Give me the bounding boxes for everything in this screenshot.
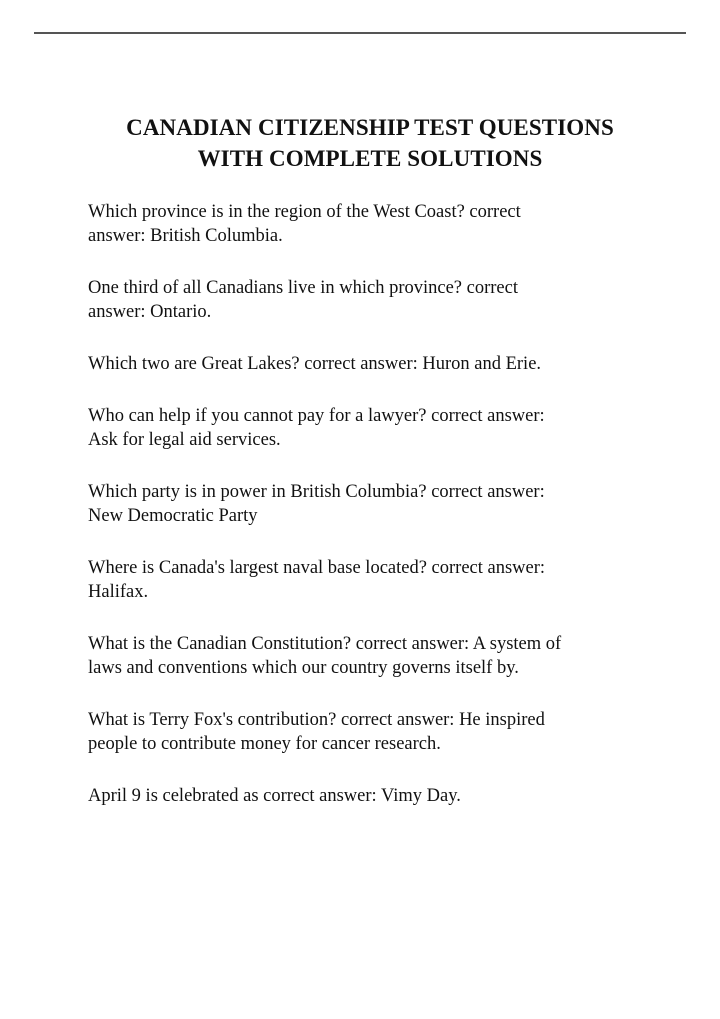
question-text: One third of all Canadians live in which province? correct xyxy=(88,278,518,298)
question-text: Where is Canada's largest naval base located? correct answer: xyxy=(88,558,546,578)
answer-text: Halifax. xyxy=(88,582,149,602)
question-text: April 9 is celebrated as correct answer: Vimy Day. xyxy=(88,786,461,806)
title-line-1: CANADIAN CITIZENSHIP TEST QUESTIONS xyxy=(126,115,614,140)
question-text: What is Terry Fox's contribution? correct answer: He inspired xyxy=(88,710,545,730)
answer-text: people to contribute money for cancer research. xyxy=(88,734,441,754)
top-divider xyxy=(34,32,686,34)
question-list xyxy=(88,200,688,836)
answer-text: answer: British Columbia. xyxy=(88,226,283,246)
question-item-7 xyxy=(88,632,688,680)
question-item-2 xyxy=(88,276,688,324)
question-text: Which party is in power in British Columbia? correct answer: xyxy=(88,482,545,502)
title-line-2: WITH COMPLETE SOLUTIONS xyxy=(197,146,543,171)
answer-text: answer: Ontario. xyxy=(88,302,212,322)
question-item-3 xyxy=(88,352,688,376)
question-item-1 xyxy=(88,200,688,248)
question-item-8 xyxy=(88,708,688,756)
question-text: Which province is in the region of the West Coast? correct xyxy=(88,202,521,222)
question-item-6 xyxy=(88,556,688,604)
answer-text: Ask for legal aid services. xyxy=(88,430,281,450)
answer-text: New Democratic Party xyxy=(88,506,258,526)
question-text: Who can help if you cannot pay for a lawyer? correct answer: xyxy=(88,406,545,426)
question-item-9 xyxy=(88,784,688,808)
question-text: Which two are Great Lakes? correct answer: Huron and Erie. xyxy=(88,354,542,374)
question-text: What is the Canadian Constitution? correct answer: A system of xyxy=(88,634,562,654)
answer-text: laws and conventions which our country governs itself by. xyxy=(88,658,519,678)
question-item-5 xyxy=(88,480,688,528)
question-item-4 xyxy=(88,404,688,452)
document-title xyxy=(40,112,700,174)
